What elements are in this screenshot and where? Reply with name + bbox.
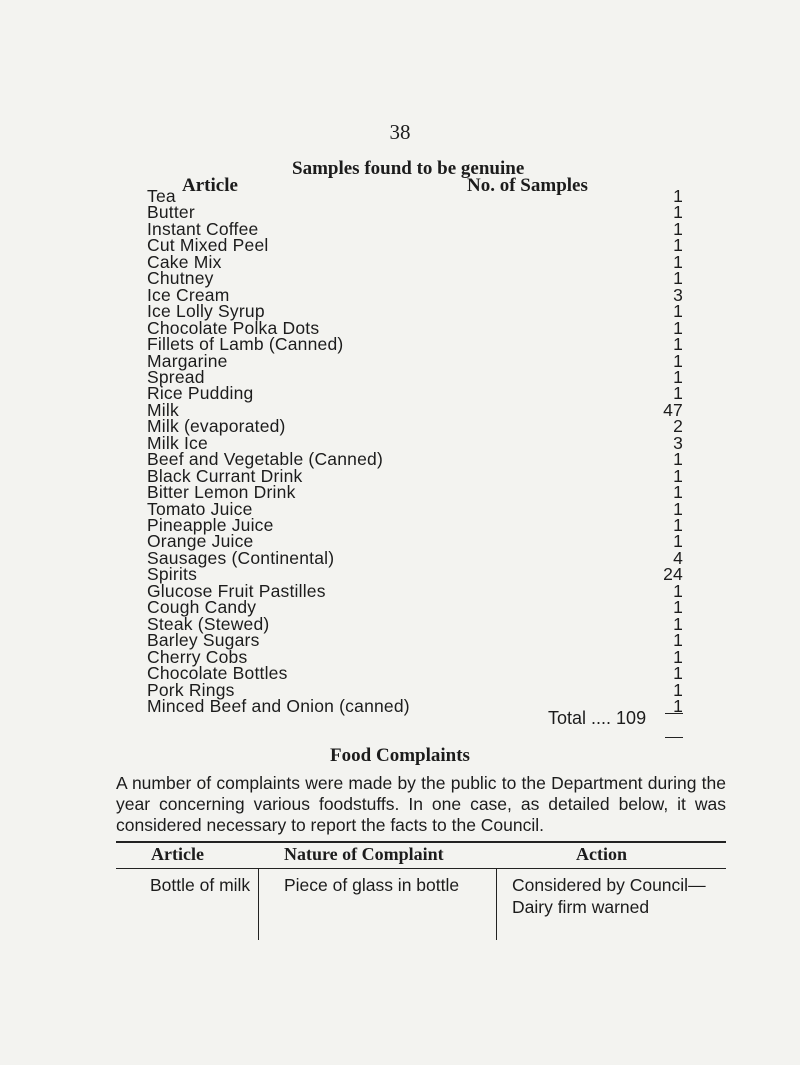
- sample-count: 1: [673, 317, 683, 338]
- sample-article: Cut Mixed Peel: [147, 235, 269, 256]
- sample-article: Butter: [147, 202, 195, 223]
- page-number: 38: [389, 120, 411, 144]
- sample-count: 1: [673, 251, 683, 272]
- sample-count: 1: [673, 695, 683, 716]
- table-cell-action-line1: Considered by Council—: [512, 875, 706, 895]
- sample-count: 1: [673, 186, 683, 206]
- sample-article: Beef and Vegetable (Canned): [147, 449, 383, 470]
- table-header-action: Action: [576, 844, 627, 864]
- sample-count: 1: [673, 515, 683, 535]
- sample-count: 1: [673, 580, 683, 601]
- sample-count: 1: [673, 334, 683, 355]
- sample-article: Bitter Lemon Drink: [147, 482, 296, 503]
- sample-article: Fillets of Lamb (Canned): [147, 334, 344, 355]
- table-rule-top: [116, 841, 726, 843]
- table-column-divider: [258, 868, 259, 940]
- sample-article: Milk (evaporated): [147, 416, 286, 437]
- sample-article: Pork Rings: [147, 679, 235, 700]
- sample-article: Chutney: [147, 268, 214, 289]
- sample-count: 1: [673, 218, 683, 239]
- sample-count: 1: [673, 482, 683, 503]
- sample-article: Ice Lolly Syrup: [147, 301, 265, 322]
- sample-count: 1: [673, 383, 683, 404]
- sample-article: Spread: [147, 366, 205, 387]
- sample-article: Steak (Stewed): [147, 613, 270, 634]
- sample-article: Margarine: [147, 350, 228, 371]
- sample-article: Glucose Fruit Pastilles: [147, 580, 326, 601]
- sample-article: Black Currant Drink: [147, 465, 303, 486]
- column-header-article: Article: [182, 175, 238, 196]
- sample-count: 1: [673, 235, 683, 256]
- sample-article: Cherry Cobs: [147, 646, 248, 667]
- sample-article: Tomato Juice: [147, 498, 253, 519]
- sample-count: 1: [673, 630, 683, 651]
- sample-count: 1: [673, 531, 683, 552]
- total-rule-bottom: [665, 737, 683, 738]
- sample-article: Chocolate Bottles: [147, 663, 288, 684]
- table-header-article: Article: [151, 844, 204, 864]
- sample-count: 1: [673, 350, 683, 371]
- table-cell-nature: Piece of glass in bottle: [284, 875, 460, 895]
- sample-article: Spirits: [147, 564, 198, 585]
- table-column-divider: [496, 868, 497, 940]
- table-cell-article: Bottle of milk: [150, 875, 251, 895]
- complaints-heading: Food Complaints: [330, 745, 470, 766]
- sample-count: 2: [673, 416, 683, 437]
- sample-count: 1: [673, 613, 683, 634]
- sample-article: Sausages (Continental): [147, 547, 335, 568]
- sample-article: Ice Cream: [147, 284, 230, 305]
- total-label: Total ....: [548, 708, 612, 728]
- sample-article: Barley Sugars: [147, 630, 260, 651]
- sample-count: 1: [673, 366, 683, 387]
- sample-article: Cough Candy: [147, 597, 257, 618]
- sample-article: Pineapple Juice: [147, 515, 274, 535]
- sample-article: Milk: [147, 399, 179, 420]
- sample-article: Chocolate Polka Dots: [147, 317, 320, 338]
- sample-count: 1: [673, 679, 683, 700]
- sample-article: Tea: [147, 186, 176, 206]
- sample-count: 1: [673, 301, 683, 322]
- sample-count: 47: [663, 399, 683, 420]
- sample-article: Milk Ice: [147, 432, 208, 453]
- sample-count: 1: [673, 663, 683, 684]
- complaints-paragraph: A number of complaints were made by the public to the Department during the year concerning various foodstuffs. In one case, as detailed below, it was considered necessary to report the facts to the Council.: [116, 773, 726, 835]
- sample-count: 1: [673, 498, 683, 519]
- sample-count: 24: [663, 564, 683, 585]
- sample-count: 1: [673, 646, 683, 667]
- total-line: [548, 708, 646, 729]
- sample-count: 3: [673, 284, 683, 305]
- sample-article: Rice Pudding: [147, 383, 254, 404]
- sample-count: 1: [673, 465, 683, 486]
- total-value: 109: [616, 708, 647, 728]
- column-header-samples: No. of Samples: [467, 175, 588, 196]
- table-header-nature: Nature of Complaint: [284, 844, 444, 864]
- samples-heading: Samples found to be genuine: [292, 158, 525, 179]
- total-rule-top: [665, 713, 683, 714]
- sample-count: 1: [673, 268, 683, 289]
- sample-article: Instant Coffee: [147, 218, 259, 239]
- sample-count: 1: [673, 597, 683, 618]
- sample-article: Minced Beef and Onion (canned): [147, 695, 410, 716]
- table-cell-action-line2: Dairy firm warned: [512, 897, 650, 917]
- sample-count: 1: [673, 202, 683, 223]
- sample-count: 1: [673, 449, 683, 470]
- sample-count: 3: [673, 432, 683, 453]
- table-cell-action: [512, 874, 706, 918]
- sample-article: Orange Juice: [147, 531, 254, 552]
- sample-article: Cake Mix: [147, 251, 222, 272]
- table-rule-header: [116, 868, 726, 869]
- sample-count: 4: [673, 547, 683, 568]
